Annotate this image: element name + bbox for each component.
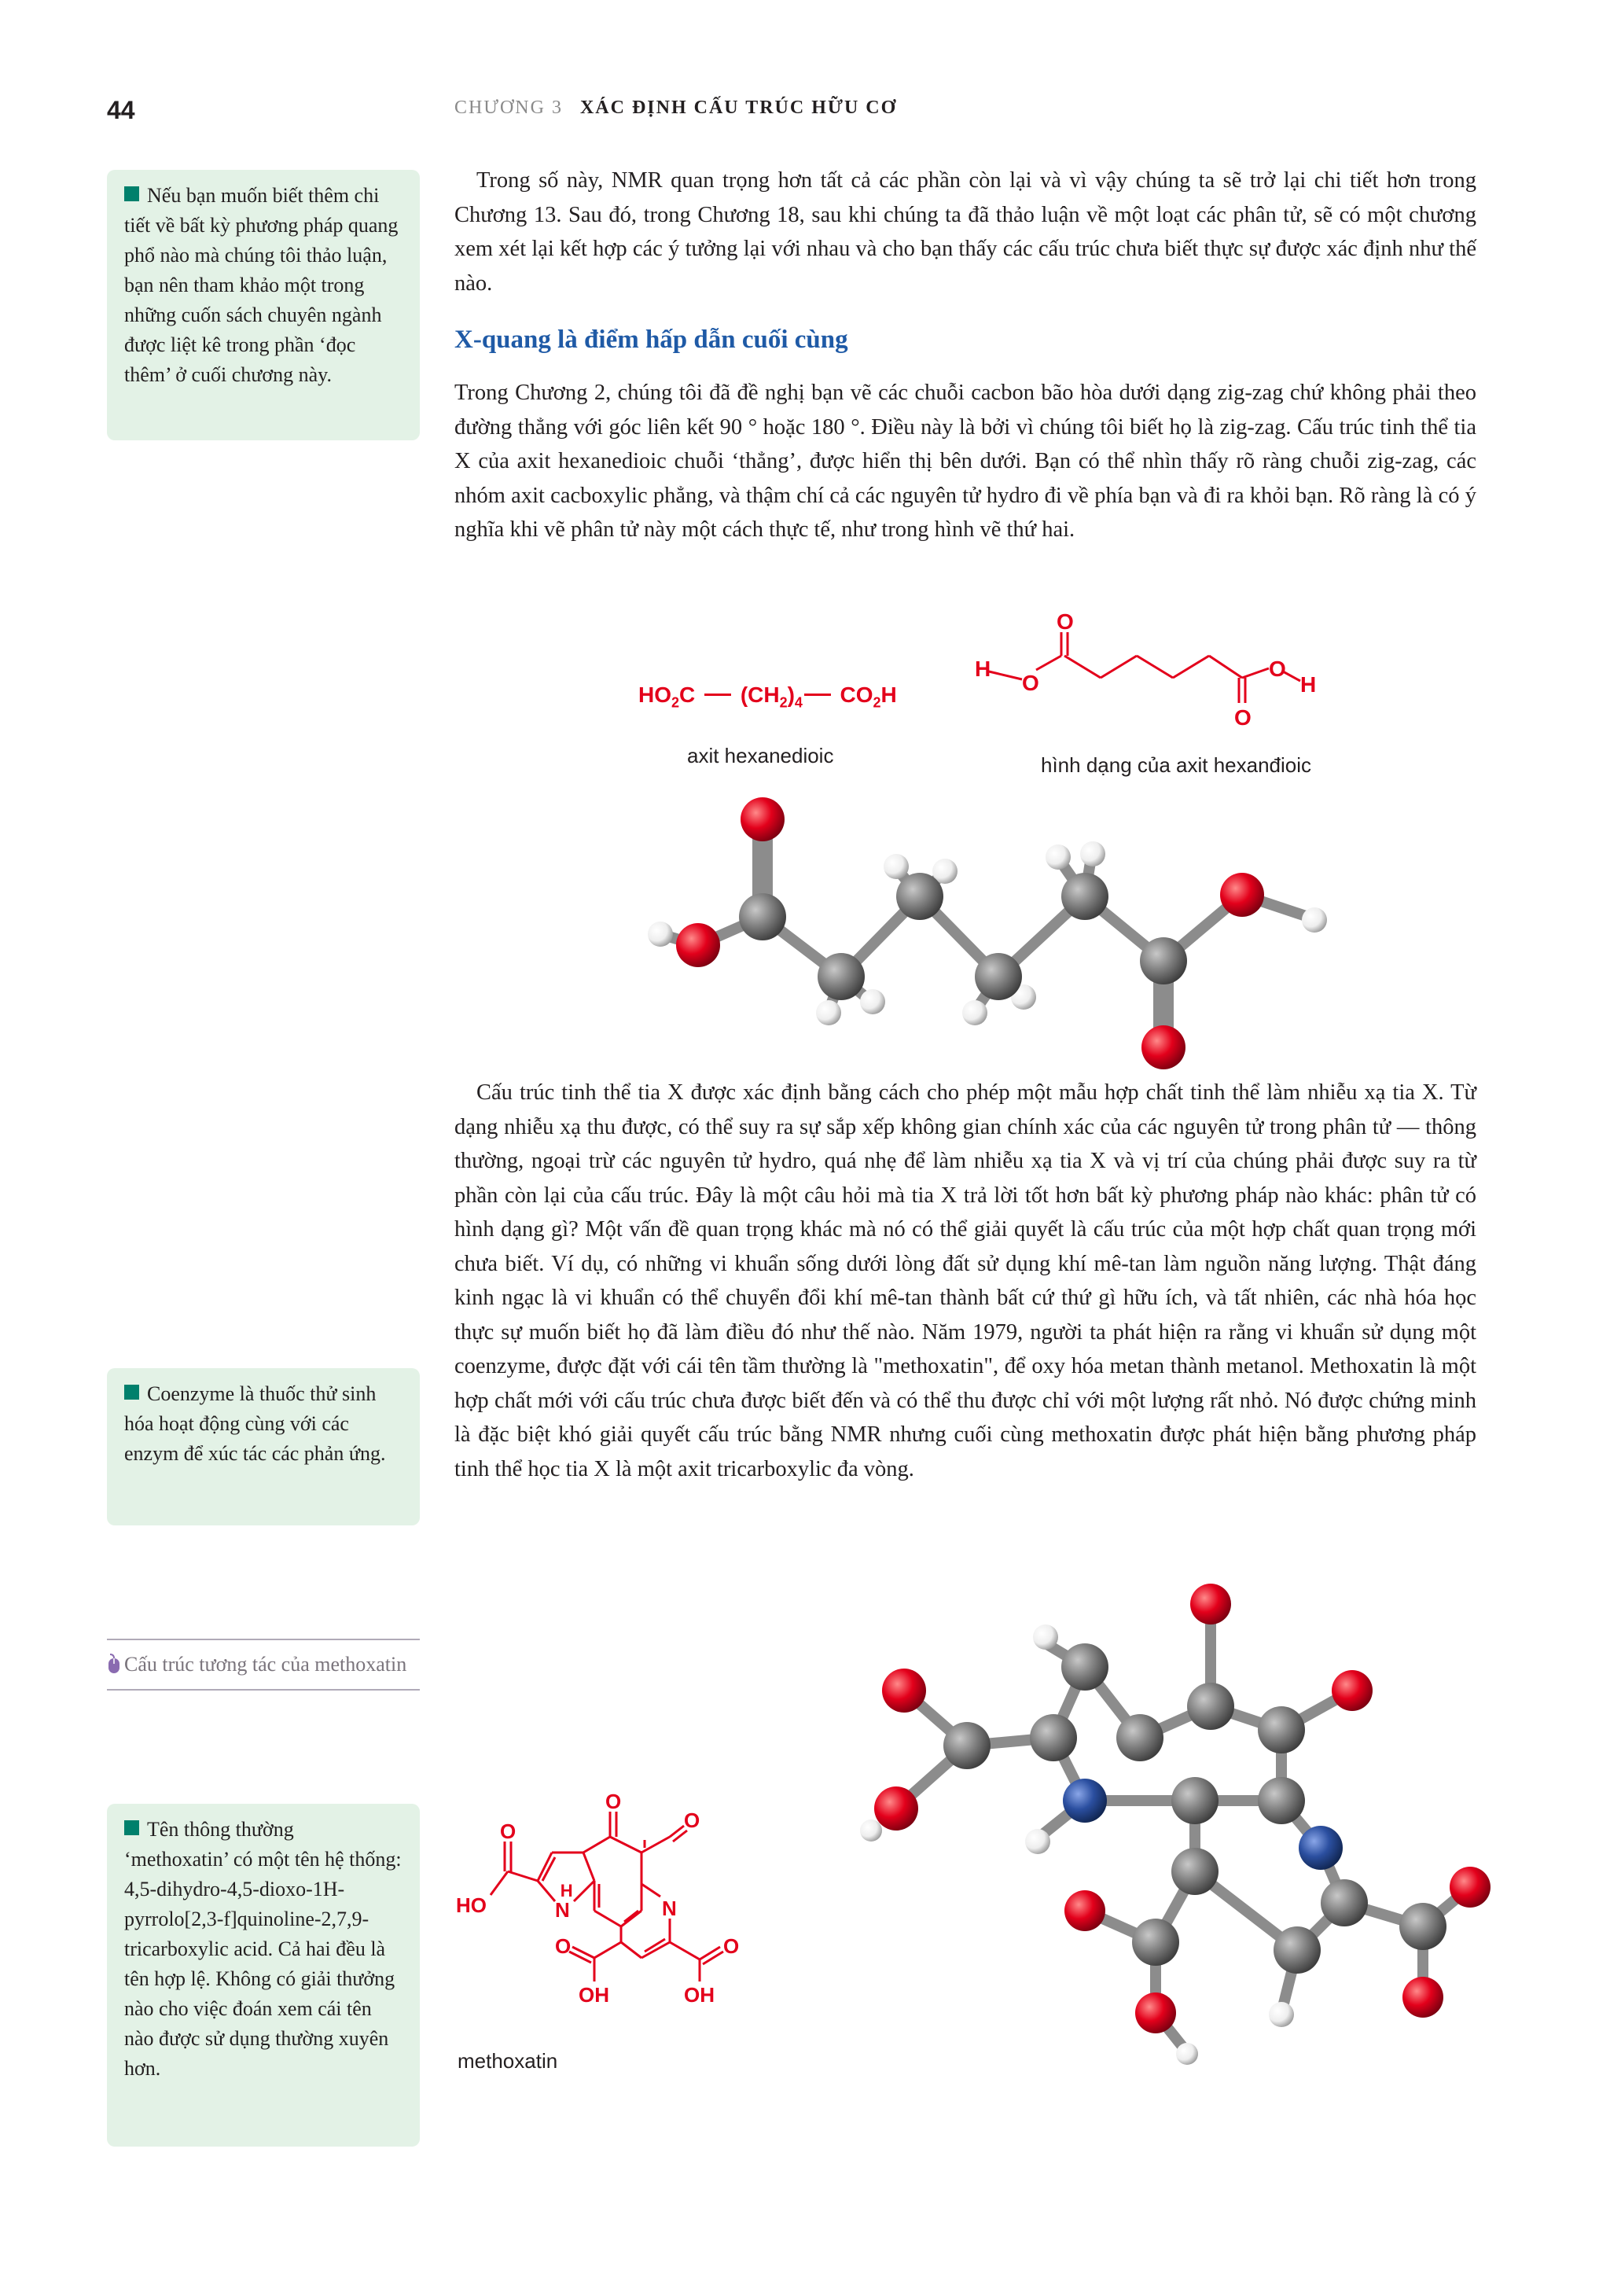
carbon-atom: [975, 953, 1022, 1000]
carbon-atom: [943, 1722, 991, 1769]
hexanedioic-skeletal-structure: [967, 605, 1317, 739]
note-bullet-icon: [124, 1385, 139, 1400]
oh-group: OH: [579, 1983, 609, 2007]
page-number: 44: [107, 96, 135, 124]
hydrogen-atom: [860, 1820, 882, 1842]
oxygen-atom: [676, 923, 720, 967]
paragraph-xray: Cấu trúc tinh thể tia X được xác định bằng cách cho phép một mẫu hợp chất tinh thể làm nhiễu xạ tia X. Từ dạng nhiễu xạ thu được, có thể suy ra sự sắp xếp không gian chính xác của các nguyên tử trong phân tử — thông thường, ngoại trừ các nguyên tử hydro, quá nhẹ để làm nhiễu xạ tia X và vị trí của chúng phải được suy ra từ phần còn lại của cấu trúc. Đây là một câu hỏi mà tia X trả lời tốt hơn bất kỳ phương pháp nào khác: phân tử có hình dạng gì? Một vấn đề quan trọng khác mà nó có thể giải quyết là cấu trúc của một hợp chất quan trọng mới chưa biết. Ví dụ, có những vi khuẩn sống dưới lòng đất sử dụng khí mê-tan làm nguồn năng lượng. Thật đáng kinh ngạc là vi khuẩn có thể chuyển đổi khí mê-tan thành bất cứ thứ gì hữu ích, và tất nhiên, các nhà hóa học thực sự muốn biết họ đã làm điều đó như thế nào. Năm 1979, người ta phát hiện ra rằng vi khuẩn sử dụng một coenzyme, được đặt với cái tên tầm thường là "methoxatin", để oxy hóa metan thành metanol. Methoxatin là một hợp chất mới với cấu trúc chưa được biết đến và có thể thu được chỉ với một lượng rất nhỏ. Nó được chứng minh là đặc biệt khó giải quyết cấu trúc bằng NMR nhưng cuối cùng methoxatin được phát hiện bằng phương pháp tinh thể học tia X là một axit tricarboxylic đa vòng.: [454, 1080, 1476, 1481]
note-bullet-icon: [124, 1820, 139, 1835]
carbon-atom: [1187, 1683, 1234, 1730]
carbon-atom: [1258, 1777, 1305, 1824]
carbon-atom: [1399, 1903, 1446, 1950]
oh-group: OH: [684, 1983, 715, 2007]
oxygen-atom: [1332, 1670, 1373, 1711]
margin-note-further-reading: [107, 170, 420, 440]
carbon-atom: [896, 873, 943, 920]
methoxatin-label: methoxatin: [458, 2049, 558, 2073]
oxygen-atom: [1135, 1992, 1176, 2033]
carbon-atom: [1274, 1926, 1321, 1974]
hydrogen-atom: [1080, 841, 1105, 867]
hydrogen-atom: [1176, 2043, 1198, 2065]
o-atom: O: [500, 1820, 516, 1843]
chapter-title: XÁC ĐỊNH CẤU TRÚC HỮU CƠ: [579, 98, 898, 118]
oxygen-atom: [741, 797, 785, 841]
oxygen-atom: [1141, 1025, 1185, 1069]
carbon-atom: [818, 953, 865, 1000]
hydrogen-atom: [1025, 1829, 1050, 1854]
oxygen-atom: [1450, 1867, 1491, 1908]
oxygen-atom: [1190, 1584, 1231, 1624]
hexanedioic-label: axit hexanedioic: [687, 744, 834, 767]
o-atom: O: [555, 1934, 572, 1958]
o-atom: O: [1269, 657, 1286, 681]
carbon-atom: [1132, 1919, 1179, 1966]
margin-note-coenzyme: [107, 1368, 420, 1525]
chapter-label: CHƯƠNG 3: [454, 98, 563, 118]
oxygen-atom: [1064, 1890, 1105, 1931]
note-text: Nếu bạn muốn biết thêm chi tiết về bất kỳ phương pháp quang phổ nào mà chúng tôi thảo luận, bạn nên tham khảo một trong những cuốn sách chuyên ngành được liệt kê trong phần ‘đọc thêm’ ở cuối chương này.: [124, 184, 399, 386]
nitrogen-atom: [1063, 1779, 1107, 1823]
hexanedioic-shape-label: hình dạng của axit hexanđioic: [1041, 753, 1312, 777]
margin-note-systematic-name: [107, 1804, 420, 2147]
hydrogen-atom: [1033, 1624, 1058, 1650]
running-header: [454, 98, 897, 119]
carbon-atom: [1171, 1777, 1219, 1824]
carbon-atom: [739, 893, 786, 940]
oxygen-atom: [1402, 1977, 1443, 2018]
carbon-atom: [1030, 1714, 1077, 1761]
n-atom: N: [662, 1897, 677, 1920]
hydrogen-atom: [1269, 2002, 1294, 2027]
carbon-atom: [1321, 1879, 1368, 1926]
carbon-atom: [1061, 1643, 1108, 1691]
carbon-atom: [1140, 937, 1187, 984]
section-heading: X-quang là điểm hấp dẫn cuối cùng: [454, 326, 848, 354]
hexanedioic-formula: $HO_2C$ $(CH_2)_4$ $CO_2H$: [638, 683, 897, 711]
mouse-icon: [107, 1654, 121, 1674]
carbon-atom: [1258, 1706, 1305, 1753]
interactive-label: Cấu trúc tương tác của methoxatin: [124, 1653, 407, 1676]
hexanedioic-ball-stick-model: [629, 778, 1352, 1069]
methoxatin-ball-stick-model: [857, 1588, 1502, 2092]
interactive-structure-link[interactable]: [107, 1639, 420, 1691]
nh-group: NH: [555, 1881, 573, 1922]
carbon-atom: [1061, 873, 1108, 920]
note-bullet-icon: [124, 186, 139, 201]
note-text: Coenzyme là thuốc thử sinh hóa hoạt động cùng với các enzym để xúc tác các phản ứng.: [124, 1382, 386, 1465]
o-atom: O: [1057, 609, 1074, 634]
hydrogen-atom: [816, 1000, 841, 1025]
hydrogen-atom: [860, 989, 885, 1014]
paragraph-intro: Trong số này, NMR quan trọng hơn tất cả các phần còn lại và vì vậy chúng ta sẽ trở lại chi tiết hơn trong Chương 13. Sau đó, trong Chương 18, sau khi chúng ta đã thảo luận về một loạt các phân tử, sẽ có một chương xem xét lại kết hợp các ý tưởng lại với nhau và cho bạn thấy các cấu trúc chưa biết thực sự được xác định như thế nào.: [454, 168, 1476, 296]
h-atom: H: [1300, 672, 1317, 697]
hydrogen-atom: [648, 922, 673, 947]
o-atom: O: [605, 1790, 622, 1813]
paragraph-zigzag: Trong Chương 2, chúng tôi đã đề nghị bạn vẽ các chuỗi cacbon bão hòa dưới dạng zig-zag chứ không phải theo đường thẳng với góc liên kết 90 ° hoặc 180 °. Điều này là bởi vì chúng tôi biết họ là zig-zag. Cấu trúc tinh thể tia X của axit hexanedioic chuỗi ‘thẳng’, được hiển thị bên dưới. Bạn có thể nhìn thấy rõ ràng chuỗi zig-zag, các nhóm axit cacboxylic phẳng, và thậm chí cả các nguyên tử hydro đi về phía bạn và đi ra khỏi bạn. Rõ ràng là có ý nghĩa khi vẽ phân tử này một cách thực tế, như trong hình vẽ thứ hai.: [454, 381, 1476, 542]
carbon-atom: [1116, 1714, 1163, 1761]
hydrogen-atom: [884, 854, 909, 879]
o-atom: O: [1234, 705, 1252, 730]
note-text: Tên thông thường ‘methoxatin’ có một tên hệ thống: 4,5-dihydro-4,5-dioxo-1H-pyrrolo[2,3-f]quinoline-2,7,9-tricarboxylic acid. Cả hai đều là tên hợp lệ. Không có giải thưởng nào cho việc đoán xem cái tên nào được sử dụng thường xuyên hơn.: [124, 1818, 402, 2080]
h-atom: H: [975, 657, 991, 681]
oxygen-atom: [882, 1669, 926, 1713]
ho-group: HO: [456, 1893, 487, 1917]
oxygen-atom: [1220, 873, 1264, 917]
nitrogen-atom: [1299, 1826, 1343, 1870]
hydrogen-atom: [1302, 907, 1327, 933]
hydrogen-atom: [962, 1000, 987, 1025]
oxygen-atom: [874, 1786, 918, 1831]
o-atom: O: [684, 1808, 700, 1832]
o-atom: O: [1022, 671, 1039, 695]
hydrogen-atom: [1046, 844, 1071, 870]
o-atom: O: [723, 1934, 740, 1958]
carbon-atom: [1171, 1848, 1219, 1895]
